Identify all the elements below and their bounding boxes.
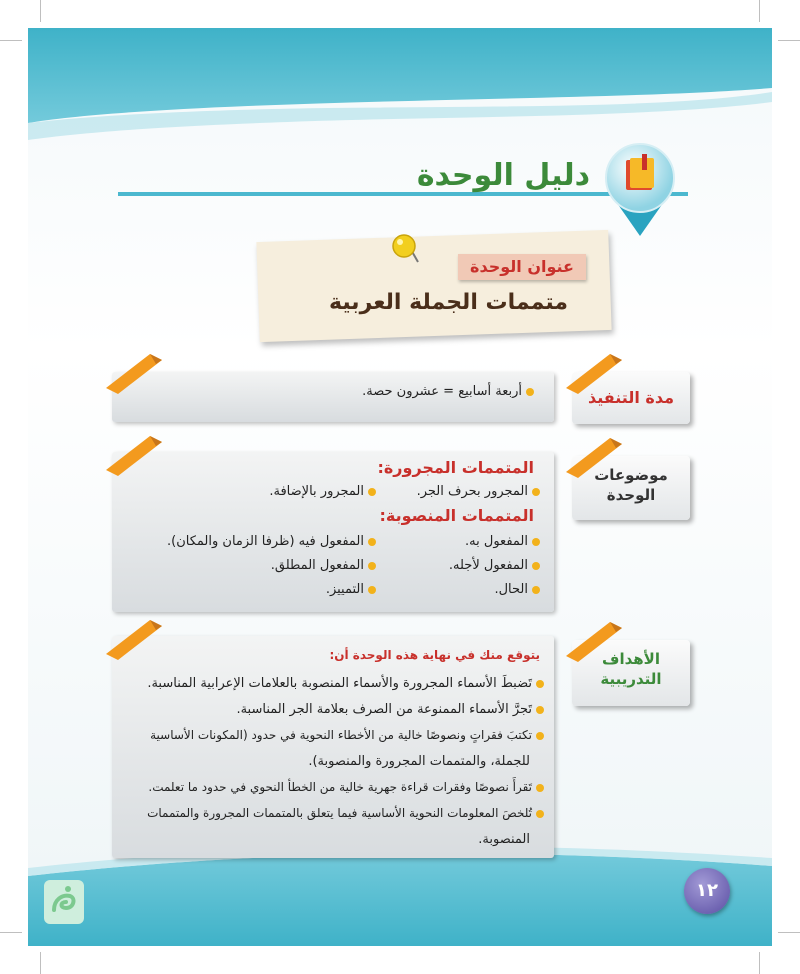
objectives-box	[112, 636, 554, 858]
objectives-label-line2: التدريبية	[600, 670, 662, 688]
list-item: المجرور بحرف الجر.	[417, 484, 540, 499]
bullet-icon	[536, 784, 544, 792]
bullet-icon	[536, 732, 544, 740]
topics-box	[112, 452, 554, 612]
list-item: تكتبَ فقراتٍ ونصوصًا خالية من الأخطاء النحوية في حدود (المكونات الأساسية	[150, 728, 544, 742]
publisher-logo-icon	[44, 880, 84, 924]
crop-mark	[778, 932, 800, 933]
list-item: المفعول فيه (ظرفا الزمان والمكان).	[167, 534, 376, 549]
orange-corner-tab	[564, 350, 624, 396]
list-item-continuation: للجملة، والمتممات المجرورة والمنصوبة).	[308, 754, 530, 769]
crop-mark	[40, 952, 41, 974]
list-item: التمييز.	[326, 582, 376, 597]
mansub-heading: المتممات المنصوبة:	[379, 506, 534, 525]
list-item: المجرور بالإضافة.	[269, 484, 376, 499]
orange-corner-tab	[564, 434, 624, 480]
topics-label-line1: موضوعات	[594, 466, 668, 484]
bullet-icon	[526, 388, 534, 396]
list-item: تُلخصَ المعلومات النحوية الأساسية فيما يتعلق بالمتممات المجرورة والمتممات	[147, 806, 544, 820]
crop-mark	[778, 40, 800, 41]
bullet-icon	[532, 488, 540, 496]
crop-mark	[759, 0, 760, 22]
bullet-icon	[368, 538, 376, 546]
bullet-icon	[368, 488, 376, 496]
bullet-icon	[532, 586, 540, 594]
book-emblem-icon	[590, 138, 690, 238]
objectives-label-line1: الأهداف	[602, 650, 660, 668]
objectives-intro: يتوقع منك في نهاية هذه الوحدة أن:	[329, 648, 540, 662]
orange-corner-tab	[104, 432, 164, 478]
list-item-continuation: المنصوبة.	[478, 832, 530, 847]
list-item: المفعول المطلق.	[271, 558, 376, 573]
page-title: دليل الوحدة	[416, 158, 590, 193]
list-item: الحال.	[494, 582, 540, 597]
bullet-icon	[536, 810, 544, 818]
unit-title-label: عنوان الوحدة	[458, 254, 586, 280]
crop-mark	[759, 952, 760, 974]
list-item: تَقرأَ نصوصًا وفقرات قراءة جهرية خالية من الخطأ النحوي في حدود ما تعلمت.	[148, 780, 544, 794]
orange-corner-tab	[104, 350, 164, 396]
orange-corner-tab	[564, 618, 624, 664]
orange-corner-tab	[104, 616, 164, 662]
unit-title-card	[256, 230, 611, 342]
unit-title: متممات الجملة العربية	[328, 290, 568, 315]
topics-label-line2: الوحدة	[606, 486, 656, 504]
bullet-icon	[368, 586, 376, 594]
bullet-icon	[368, 562, 376, 570]
bullet-icon	[532, 562, 540, 570]
crop-mark	[0, 40, 22, 41]
crop-mark	[40, 0, 41, 22]
list-item: المفعول به.	[465, 534, 540, 549]
crop-mark	[0, 932, 22, 933]
page-number: ١٢	[684, 868, 730, 914]
list-item: المفعول لأجله.	[449, 558, 540, 573]
list-item: أربعة أسابيع = عشرون حصة.	[362, 384, 534, 399]
majrur-heading: المتممات المجرورة:	[377, 458, 534, 477]
duration-label: مدة التنفيذ	[587, 388, 674, 407]
bullet-icon	[536, 706, 544, 714]
bullet-icon	[532, 538, 540, 546]
pushpin-icon	[388, 232, 424, 268]
bullet-icon	[536, 680, 544, 688]
duration-box	[112, 372, 554, 422]
list-item: تَضبطَ الأسماء المجرورة والأسماء المنصوبة بالعلامات الإعرابية المناسبة.	[147, 676, 544, 691]
list-item: تَجرَّ الأسماء الممنوعة من الصرف بعلامة الجر المناسبة.	[236, 702, 544, 717]
